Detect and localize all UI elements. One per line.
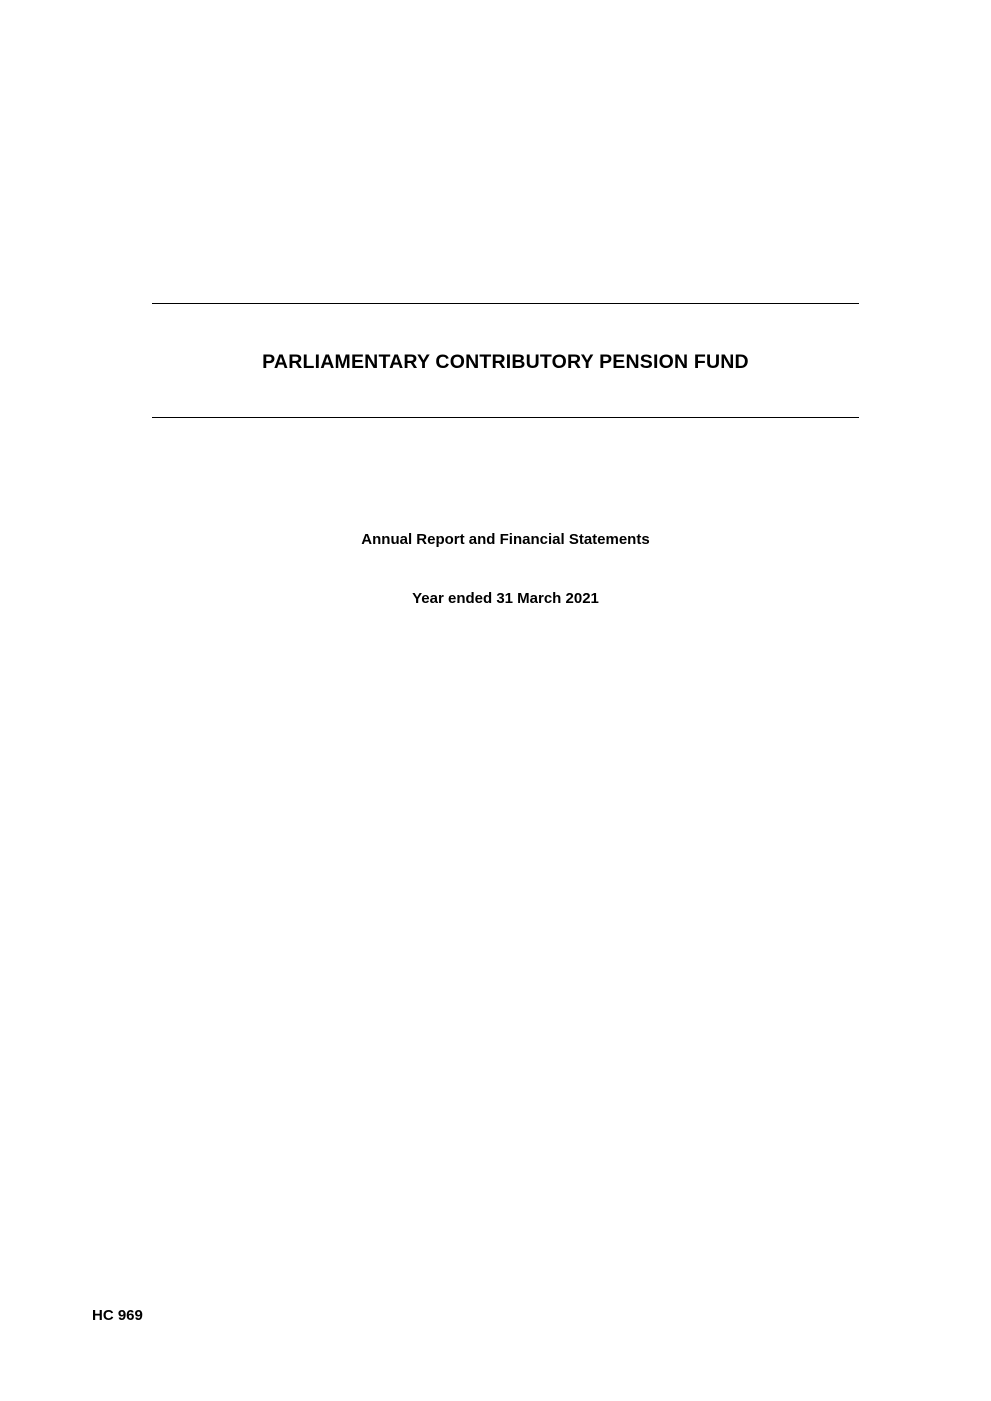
report-period: Year ended 31 March 2021 [412,590,599,607]
subtitle-block [152,531,859,608]
title-block [152,303,859,418]
page-title: PARLIAMENTARY CONTRIBUTORY PENSION FUND [262,351,749,373]
title-rule-bottom [152,417,859,418]
document-reference: HC 969 [92,1307,143,1324]
report-subtitle: Annual Report and Financial Statements [361,531,650,548]
